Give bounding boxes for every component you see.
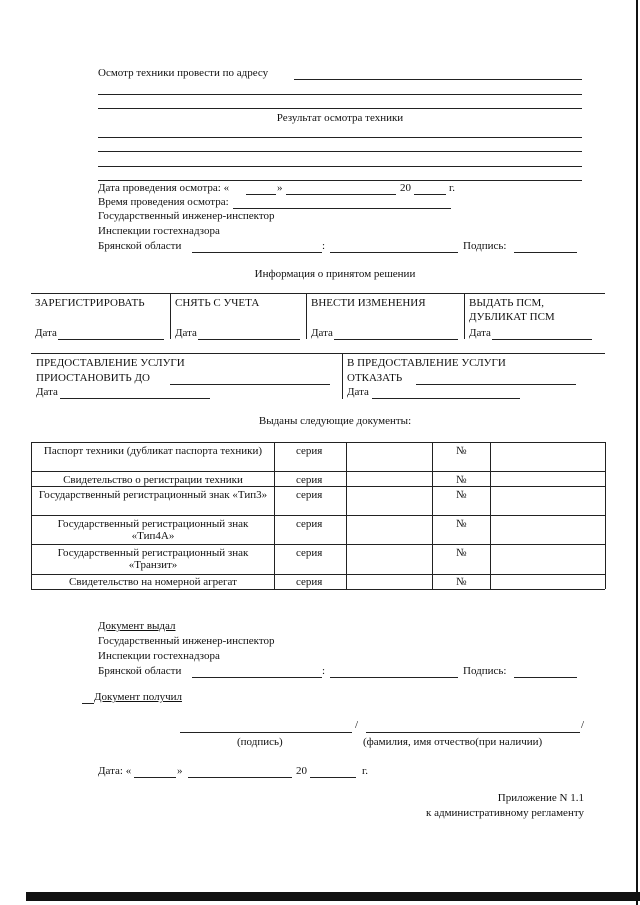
inspection-date-label: Дата проведения осмотра: «	[98, 182, 230, 194]
result-field-line3[interactable]	[98, 166, 582, 167]
decision-register-date-field[interactable]	[58, 339, 164, 340]
refuse-date-field[interactable]	[372, 398, 520, 399]
result-field-line1[interactable]	[98, 137, 582, 138]
received-slash-2: /	[581, 719, 585, 731]
documents-row-rule-5	[31, 574, 605, 575]
number-label: №	[456, 547, 467, 559]
inspection-year-prefix: 20	[400, 182, 411, 194]
inspector-name-field[interactable]	[192, 252, 322, 253]
result-field-line4[interactable]	[98, 180, 582, 181]
decision-divider-1	[170, 293, 171, 339]
received-year-prefix: 20	[296, 765, 307, 777]
issued-title-line2: Инспекции гостехнадзора	[98, 650, 220, 662]
decision-modify-label: ВНЕСТИ ИЗМЕНЕНИЯ	[311, 297, 426, 309]
received-signature-field[interactable]	[180, 732, 352, 733]
suspend-table-top	[31, 353, 605, 354]
received-year-field[interactable]	[310, 777, 356, 778]
refuse-date-label: Дата	[347, 386, 369, 398]
series-label: серия	[296, 489, 323, 501]
decision-modify-date-field[interactable]	[334, 339, 458, 340]
issued-initials-field[interactable]	[330, 677, 458, 678]
documents-col-rule-3	[432, 442, 433, 589]
suspend-until-field[interactable]	[170, 384, 330, 385]
documents-col-rule-4	[490, 442, 491, 589]
number-label: №	[456, 576, 467, 588]
documents-col-rule-5	[605, 442, 606, 589]
suspend-divider	[342, 353, 343, 399]
inspection-date-quote: »	[277, 182, 283, 194]
decision-deregister-date-field[interactable]	[198, 339, 300, 340]
number-label: №	[456, 489, 467, 501]
issued-heading: Документ выдал	[98, 620, 176, 632]
received-heading: Документ получил	[94, 691, 182, 703]
documents-row-rule-4	[31, 544, 605, 545]
suspend-date-label: Дата	[36, 386, 58, 398]
inspector-initials-field[interactable]	[330, 252, 458, 253]
refuse-label-line1: В ПРЕДОСТАВЛЕНИЕ УСЛУГИ	[347, 357, 506, 369]
inspection-year-field[interactable]	[414, 194, 446, 195]
decision-modify-date-label: Дата	[311, 327, 333, 339]
series-label: серия	[296, 518, 323, 530]
number-label: №	[456, 474, 467, 486]
suspend-label-line2: ПРИОСТАНОВИТЬ ДО	[36, 372, 150, 384]
issued-name-field[interactable]	[192, 677, 322, 678]
received-month-field[interactable]	[188, 777, 292, 778]
decision-table-top	[31, 293, 605, 294]
received-date-quote: »	[177, 765, 183, 777]
result-field-line2[interactable]	[98, 151, 582, 152]
scan-edge-right	[636, 0, 638, 905]
inspection-day-field[interactable]	[246, 194, 276, 195]
series-label: серия	[296, 576, 323, 588]
issued-title-line3: Брянской области	[98, 665, 182, 677]
inspector-colon: :	[322, 240, 326, 252]
received-heading-lead	[82, 703, 94, 704]
address-field[interactable]	[294, 79, 582, 80]
documents-row-rule-0	[31, 442, 605, 443]
number-label: №	[456, 518, 467, 530]
series-label: серия	[296, 474, 323, 486]
documents-title: Выданы следующие документы:	[258, 415, 412, 427]
decision-register-label: ЗАРЕГИСТРИРОВАТЬ	[35, 297, 145, 309]
scan-edge-bottom	[26, 892, 640, 901]
inspector-title-line1: Государственный инженер-инспектор	[98, 210, 275, 222]
table-row: Государственный регистрационный знак «Тип4А»	[57, 518, 249, 542]
decision-psm-label: ВЫДАТЬ ПСМ,	[469, 297, 545, 309]
address-field-line3[interactable]	[98, 108, 582, 109]
inspector-title-line2: Инспекции гостехнадзора	[98, 225, 220, 237]
received-signature-caption: (подпись)	[237, 736, 283, 748]
address-label: Осмотр техники провести по адресу	[98, 67, 269, 79]
inspector-title-line3: Брянской области	[98, 240, 182, 252]
received-slash-1: /	[355, 719, 359, 731]
inspector-signature-field[interactable]	[514, 252, 577, 253]
table-row: Государственный регистрационный знак «Транзит»	[57, 547, 249, 571]
issued-title-line1: Государственный инженер-инспектор	[98, 635, 275, 647]
suspend-date-field[interactable]	[60, 398, 210, 399]
refuse-reason-field[interactable]	[416, 384, 576, 385]
refuse-label-line2: ОТКАЗАТЬ	[347, 372, 403, 384]
issued-colon: :	[322, 665, 326, 677]
result-title: Результат осмотра техники	[276, 112, 404, 124]
table-row: Государственный регистрационный знак «Тип3»	[38, 489, 268, 501]
received-name-caption: (фамилия, имя отчество(при наличии)	[363, 736, 543, 748]
series-label: серия	[296, 445, 323, 457]
inspection-time-field[interactable]	[233, 208, 451, 209]
decision-divider-3	[464, 293, 465, 339]
number-label: №	[456, 445, 467, 457]
table-row: Свидетельство на номерной агрегат	[69, 576, 237, 588]
inspector-signature-label: Подпись:	[463, 240, 507, 252]
decision-divider-2	[306, 293, 307, 339]
decision-deregister-date-label: Дата	[175, 327, 197, 339]
received-day-field[interactable]	[134, 777, 176, 778]
documents-row-rule-6	[31, 589, 605, 590]
decision-psm-date-label: Дата	[469, 327, 491, 339]
decision-register-date-label: Дата	[35, 327, 57, 339]
issued-signature-field[interactable]	[514, 677, 577, 678]
table-row: Паспорт техники (дубликат паспорта техники)	[43, 445, 263, 457]
documents-col-rule-1	[274, 442, 275, 589]
documents-col-rule-2	[346, 442, 347, 589]
received-date-label: Дата: «	[98, 765, 132, 777]
appendix-line1: Приложение N 1.1	[497, 792, 584, 804]
decision-deregister-label: СНЯТЬ С УЧЕТА	[175, 297, 260, 309]
suspend-label-line1: ПРЕДОСТАВЛЕНИЕ УСЛУГИ	[36, 357, 185, 369]
received-fullname-field[interactable]	[366, 732, 580, 733]
decision-psm-date-field[interactable]	[492, 339, 592, 340]
address-field-line2[interactable]	[98, 94, 582, 95]
series-label: серия	[296, 547, 323, 559]
inspection-time-label: Время проведения осмотра:	[98, 196, 229, 208]
documents-row-rule-1	[31, 471, 605, 472]
received-year-suffix: г.	[362, 765, 369, 777]
documents-row-rule-3	[31, 515, 605, 516]
inspection-month-field[interactable]	[286, 194, 396, 195]
inspection-year-suffix: г.	[449, 182, 456, 194]
table-row: Свидетельство о регистрации техники	[63, 474, 243, 486]
decision-psm-label-line2: ДУБЛИКАТ ПСМ	[469, 311, 555, 323]
issued-signature-label: Подпись:	[463, 665, 507, 677]
documents-col-rule-0	[31, 442, 32, 589]
decision-title: Информация о принятом решении	[254, 268, 416, 280]
appendix-line2: к административному регламенту	[426, 807, 584, 819]
